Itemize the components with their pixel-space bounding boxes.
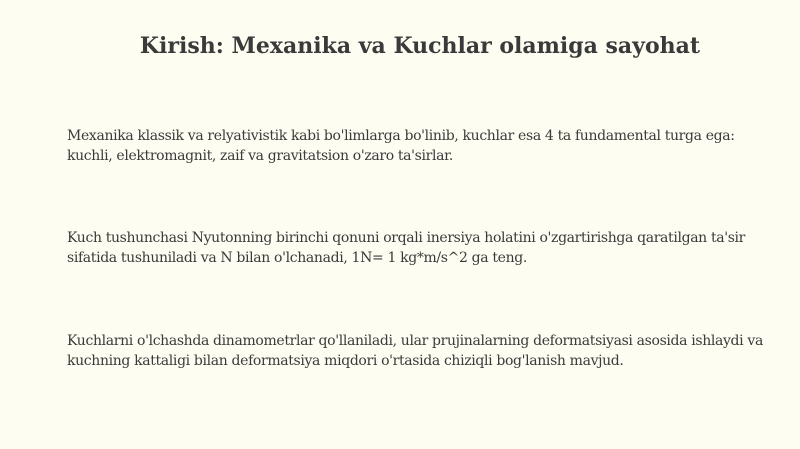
paragraph-mechanics-forces: Mexanika klassik va relyativistik kabi bo'limlarga bo'linib, kuchlar esa 4 ta fundamental turga ega: kuchli, elektromagnit, zaif va gravitatsion o'zaro ta'sirlar.	[67, 128, 735, 164]
paragraph-dynamometer: Kuchlarni o'lchashda dinamometrlar qo'llaniladi, ular prujinalarning deformatsiyasi asosida ishlaydi va kuchning kattaligi bilan deformatsiya miqdori o'rtasida chiziqli bog'lanish mavjud.	[67, 333, 763, 369]
slide-title: Kirish: Mexanika va Kuchlar olamiga sayohat	[139, 33, 701, 59]
paragraph-newton-force: Kuch tushunchasi Nyutonning birinchi qonuni orqali inersiya holatini o'zgartirishga qaratilgan ta'sir sifatida tushuniladi va N bilan o'lchanadi, 1N= 1 kg*m/s^2 ga teng.	[67, 230, 746, 266]
